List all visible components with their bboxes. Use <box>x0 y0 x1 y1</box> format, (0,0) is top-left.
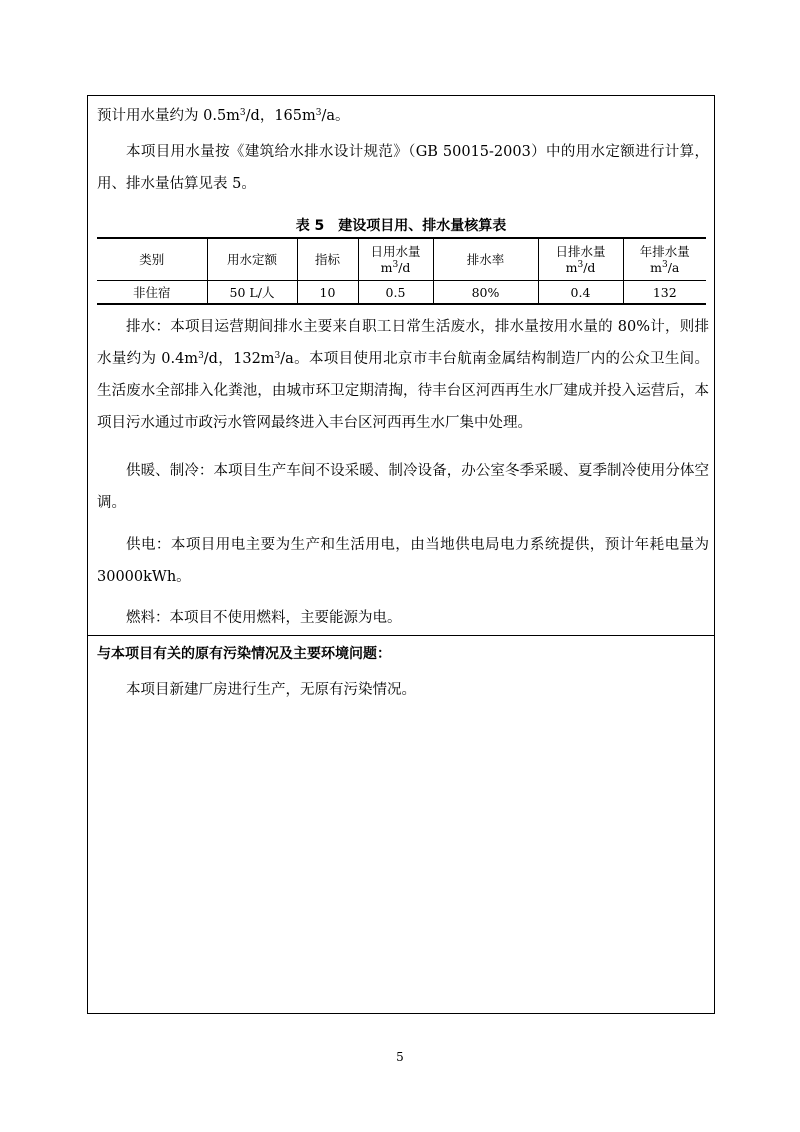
header-index: 指标 <box>297 238 358 281</box>
table-title: 表 5 建设项目用、排水量核算表 <box>295 218 507 234</box>
table-row <box>97 281 706 305</box>
section-heading: 与本项目有关的原有污染情况及主要环境问题： <box>97 646 391 662</box>
header-daily-discharge: 日排水量 $m^3/d$ <box>538 238 623 281</box>
drainage-paragraph: 排水：本项目运营期间排水主要来自职工日常生活废水，排水量按用水量的 80%计，则排水量约为 $0.4m^3/d$，$132m^3/a$。本项目使用北京市丰台航南金属结构制造厂内的公众卫生间。生活废水全部排入化粪池，由城市环卫定期清掏，待丰台区河西再生水厂建成并投入运营后，本项目污水通过市政污水管网最终进入丰台区河西再生水厂集中处理。 <box>97 319 709 431</box>
table-cell: 50 L/人 <box>207 281 297 305</box>
header-category: 类别 <box>97 238 207 281</box>
table-cell: 非住宿 <box>97 281 207 305</box>
water-usage-section <box>88 96 714 636</box>
header-daily-water: 日用水量 $m^3/d$ <box>358 238 433 281</box>
header-discharge-rate: 排水率 <box>433 238 538 281</box>
table-cell: 132 <box>623 281 706 305</box>
table-cell: 0.5 <box>358 281 433 305</box>
header-quota: 用水定额 <box>207 238 297 281</box>
standard-paragraph: 本项目用水量按《建筑给水排水设计规范》（GB 50015-2003）中的用水定额进行计算，用、排水量估算见表 5。 <box>97 144 709 192</box>
water-balance-table <box>97 237 706 305</box>
page-number: 5 <box>396 1050 404 1064</box>
fuel-paragraph: 燃料：本项目不使用燃料，主要能源为电。 <box>126 610 402 626</box>
header-annual-discharge: 年排水量 $m^3/a$ <box>623 238 706 281</box>
heating-cooling-paragraph: 供暖、制冷：本项目生产车间不设采暖、制冷设备，办公室冬季采暖、夏季制冷使用分体空调。 <box>97 463 709 511</box>
power-supply-paragraph: 供电：本项目用电主要为生产和生活用电，由当地供电局电力系统提供，预计年耗电量为 30000kWh。 <box>97 537 709 585</box>
table-header-row <box>97 238 706 281</box>
table-cell: 80% <box>433 281 538 305</box>
existing-pollution-paragraph: 本项目新建厂房进行生产，无原有污染情况。 <box>126 682 416 698</box>
table-cell: 0.4 <box>538 281 623 305</box>
table-cell: 10 <box>297 281 358 305</box>
water-volume-line: 预计用水量约为 $0.5m^3/d$，$165m^3/a$。 <box>97 108 350 124</box>
report-frame <box>87 95 715 1014</box>
